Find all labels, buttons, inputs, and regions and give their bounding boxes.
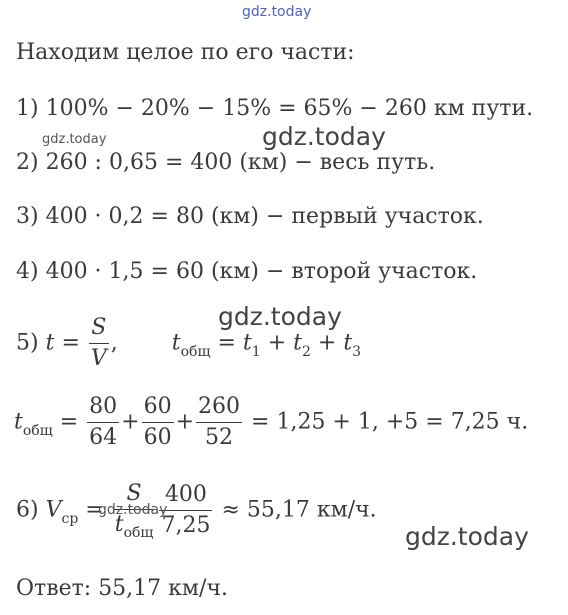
step-6-frac-2-num: 400	[164, 482, 207, 507]
fraction-3-den: 52	[205, 425, 234, 450]
step-3: 3) 400 · 0,2 = 80 (км) − первый участок.	[16, 204, 484, 229]
watermark-top: gdz.today	[242, 4, 312, 20]
fraction-3-bar	[196, 422, 242, 423]
watermark-2: gdz.today	[218, 302, 342, 331]
calc-t-sub: общ	[22, 422, 53, 439]
step-6-result: ≈ 55,17 км/ч.	[221, 497, 377, 523]
v-avg-sub: ср	[61, 510, 79, 527]
fraction-1-num: 80	[89, 394, 118, 419]
t3: + t	[317, 330, 353, 356]
fraction-2-bar	[142, 422, 174, 423]
step-6-eq: =	[85, 497, 104, 523]
heading: Находим целое по его части:	[16, 40, 355, 65]
step-5-prefix: 5)	[16, 330, 39, 356]
step-5-t: t	[45, 330, 55, 356]
step-6-frac-1-num: S	[126, 481, 142, 506]
watermark-4: gdz.today	[405, 522, 529, 551]
fraction-numerator: S	[91, 315, 107, 340]
calc-t: t	[14, 409, 23, 435]
step-6-t-sub: общ	[123, 525, 154, 541]
step-5-comma: ,	[110, 330, 118, 356]
plus-2: +	[175, 409, 195, 435]
total-time-line	[14, 393, 528, 452]
step-1: 1) 100% − 20% − 15% = 65% − 260 км пути.	[16, 96, 534, 121]
t2: + t	[267, 330, 302, 356]
calc-eq: =	[59, 409, 79, 435]
calc-result: = 1,25 + 1, +5 = 7,25 ч.	[251, 409, 529, 435]
fraction-bar	[89, 343, 109, 344]
step-6-prefix: 6)	[16, 497, 39, 523]
fraction-1	[87, 393, 119, 452]
t-total-sub: общ	[180, 343, 211, 360]
plus-1: +	[121, 409, 140, 435]
fraction-3	[196, 393, 242, 452]
step-6-frac-2-den: 7,25	[161, 513, 211, 538]
watermark-3: gdz.today	[98, 502, 168, 518]
t2-sub: 2	[301, 343, 311, 360]
v-avg: V	[45, 497, 62, 523]
answer: Ответ: 55,17 км/ч.	[16, 576, 228, 601]
watermark-1: gdz.today	[262, 122, 386, 151]
fraction-denominator: V	[90, 346, 107, 371]
watermark-small: gdz.today	[42, 132, 107, 147]
t1: = t	[217, 330, 252, 356]
step-4: 4) 400 · 1,5 = 60 (км) − второй участок.	[16, 259, 478, 284]
fraction-2-den: 60	[143, 425, 172, 450]
fraction-2-num: 60	[143, 394, 172, 419]
step-5-eq: =	[61, 330, 80, 356]
step-6-fraction-2	[159, 481, 212, 540]
step-6	[16, 480, 377, 541]
step-6-t: t	[114, 512, 124, 537]
t3-sub: 3	[352, 343, 362, 360]
step-2: 2) 260 : 0,65 = 400 (км) − весь путь.	[16, 150, 436, 175]
fraction-1-den: 64	[89, 425, 118, 450]
step-5	[16, 314, 361, 373]
step-6-frac-2-bar	[159, 510, 212, 511]
fraction-2	[142, 393, 174, 452]
t1-sub: 1	[251, 343, 261, 360]
t-total: t	[171, 330, 181, 356]
step-5-fraction	[89, 314, 109, 373]
fraction-1-bar	[87, 422, 119, 423]
fraction-3-num: 260	[198, 394, 241, 419]
